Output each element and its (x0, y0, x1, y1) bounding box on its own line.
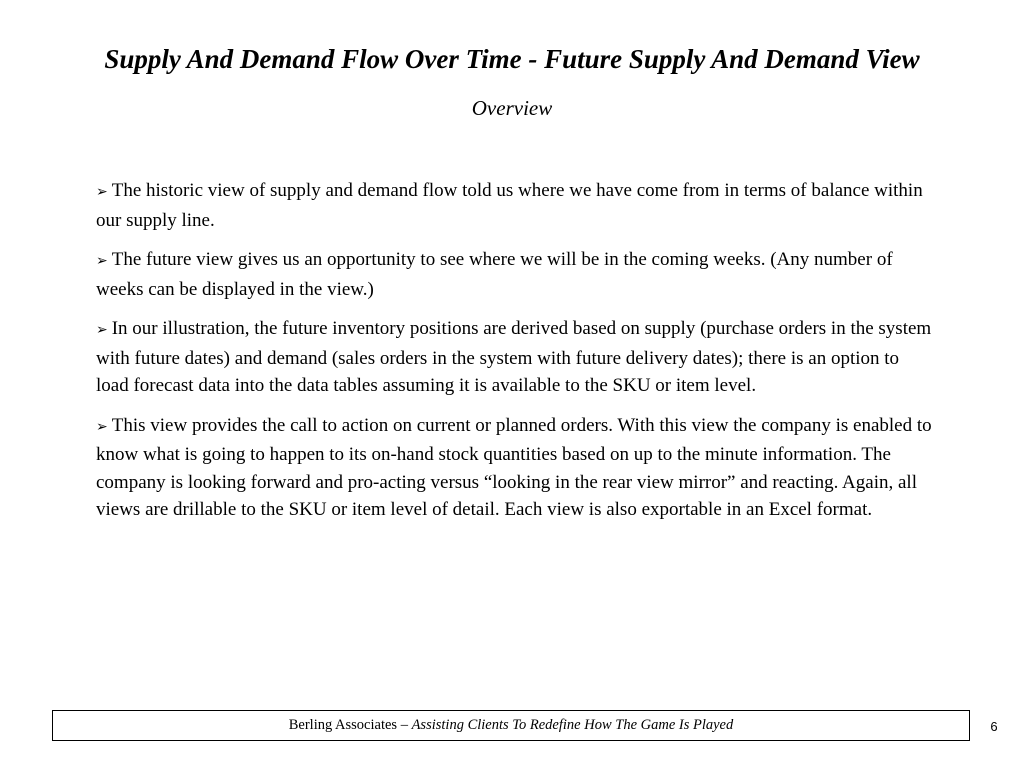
bullet-list (96, 177, 936, 536)
footer-banner (52, 710, 970, 741)
arrow-bullet-icon: ➢ (96, 253, 108, 269)
bullet-text: This view provides the call to action on current or planned orders. With this view the company is enabled to know what is going to happen to its on-hand stock quantities based on up to the minute information. The company is looking forward and pro-acting versus “looking in the rear view mirror” and reacting. Again, all views are drillable to the SKU or item level of detail. Each view is also exportable in an Excel format. (96, 414, 932, 520)
footer-tagline: Assisting Clients To Redefine How The Game Is Played (411, 717, 734, 733)
bullet-item (96, 315, 936, 400)
bullet-text: The future view gives us an opportunity to see where we will be in the coming weeks. (Any number of weeks can be displayed in the view.) (96, 249, 893, 300)
footer-separator: – (397, 717, 412, 733)
page-number: 6 (990, 719, 998, 734)
bullet-text: The historic view of supply and demand flow told us where we have come from in terms of balance within our supply line. (96, 180, 923, 231)
slide-title: Supply And Demand Flow Over Time - Future Supply And Demand View (104, 44, 920, 74)
footer-company: Berling Associates (288, 717, 398, 733)
bullet-item (96, 412, 936, 524)
arrow-bullet-icon: ➢ (96, 184, 108, 200)
bullet-item (96, 246, 936, 303)
bullet-text: In our illustration, the future inventory positions are derived based on supply (purchase orders in the system with future dates) and demand (sales orders in the system with future delivery dates); there is an option to load forecast data into the data tables assuming it is available to the SKU or item level. (96, 318, 932, 396)
bullet-item (96, 177, 936, 234)
arrow-bullet-icon: ➢ (96, 322, 108, 338)
arrow-bullet-icon: ➢ (96, 418, 108, 435)
slide-subtitle: Overview (471, 96, 553, 120)
